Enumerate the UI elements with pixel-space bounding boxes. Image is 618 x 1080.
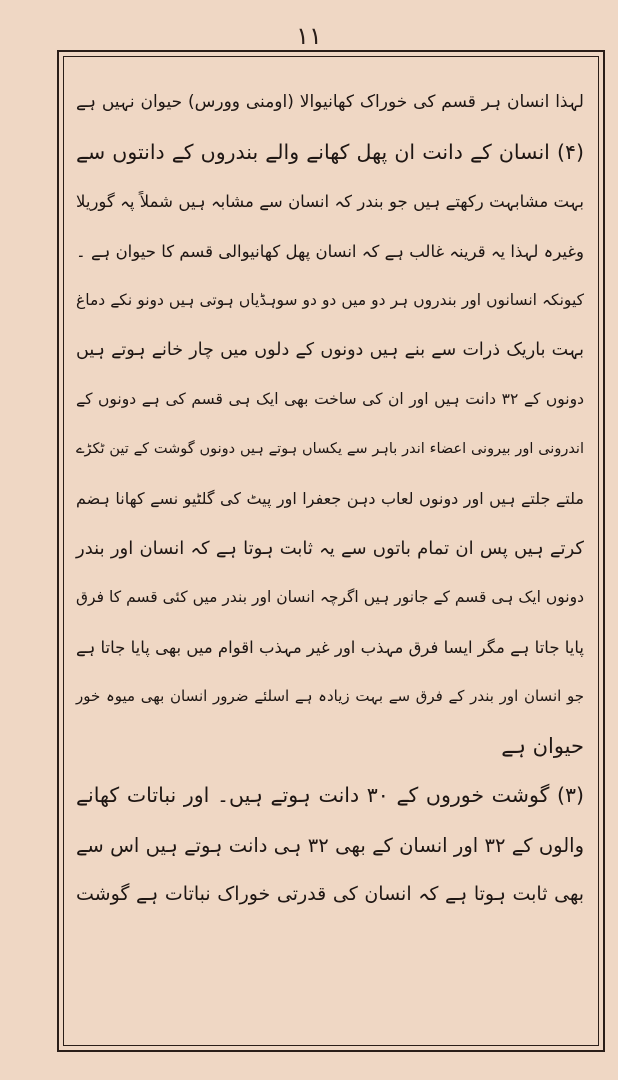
text-line: وغیرہ لہذا یہ قرینہ غالب ہے کہ انسان پھل کھانیوالی قسم کا حیوان ہے ۔ — [76, 241, 584, 261]
text-line: کرتے ہیں پس ان تمام باتوں سے یہ ثابت ہوتا ہے کہ انسان اور بندر — [76, 537, 584, 559]
text-line: والوں کے ۳۲ اور انسان کے بھی ۳۲ ہی دانت ہوتے ہیں اس سے — [76, 833, 584, 857]
text-line: پایا جاتا ہے مگر ایسا فرق مہذب اور غیر مہذب اقوام میں بھی پایا جاتا ہے — [75, 637, 584, 657]
text-line: (۴) انسان کے دانت ان پھل کھانے والے بندروں کے دانتوں سے — [76, 139, 584, 164]
text-line: کیونکہ انسانوں اور بندروں ہر دو میں دو دو سوہڈیاں ہوتی ہیں دونو نکے دماغ — [76, 291, 584, 309]
text-line: بھی ثابت ہوتا ہے کہ انسان کی قدرتی خوراک نباتات ہے گوشت — [76, 883, 584, 905]
page-number: ۱۱ — [296, 22, 322, 50]
text-line: دونوں ایک ہی قسم کے جانور ہیں اگرچہ انسان اور بندر میں کئی قسم کا فرق — [76, 588, 584, 606]
text-line: بہت باریک ذرات سے بنے ہیں دونوں کے دلوں میں چار خانے ہوتے ہیں — [76, 339, 584, 360]
text-line: اندرونی اور بیرونی اعضاء اندر باہر سے یکساں ہوتے ہیں دونوں گوشت کے تین ٹکڑے — [76, 440, 584, 457]
text-line: لہذا انسان ہر قسم کی خوراک کھانیوالا (اومنی وورس) حیوان نہیں ہے — [76, 92, 584, 112]
text-line: بہت مشابہت رکھتے ہیں جو بندر کہ انسان سے مشابہ ہیں شملاً پہ گوریلا — [76, 192, 584, 211]
text-line: دونوں کے ۳۲ دانت ہیں اور ان کی ساخت بھی ایک ہی قسم کی ہے دونوں کے — [76, 390, 584, 408]
text-line: (۳) گوشت خوروں کے ۳۰ دانت ہوتے ہیں۔ اور نباتات کھانے — [76, 783, 585, 807]
text-line: حیوان ہے — [501, 733, 584, 758]
body-text — [76, 78, 584, 920]
text-line: جو انسان اور بندر کے فرق سے بہت زیادہ ہے اسلئے ضرور انسان بھی میوہ خور — [76, 687, 584, 705]
text-line: ملتے جلتے ہیں اور دونوں لعاب دہن جعفرا اور پیٹ کی گلٹیو نسے کھانا ہضم — [76, 489, 584, 508]
